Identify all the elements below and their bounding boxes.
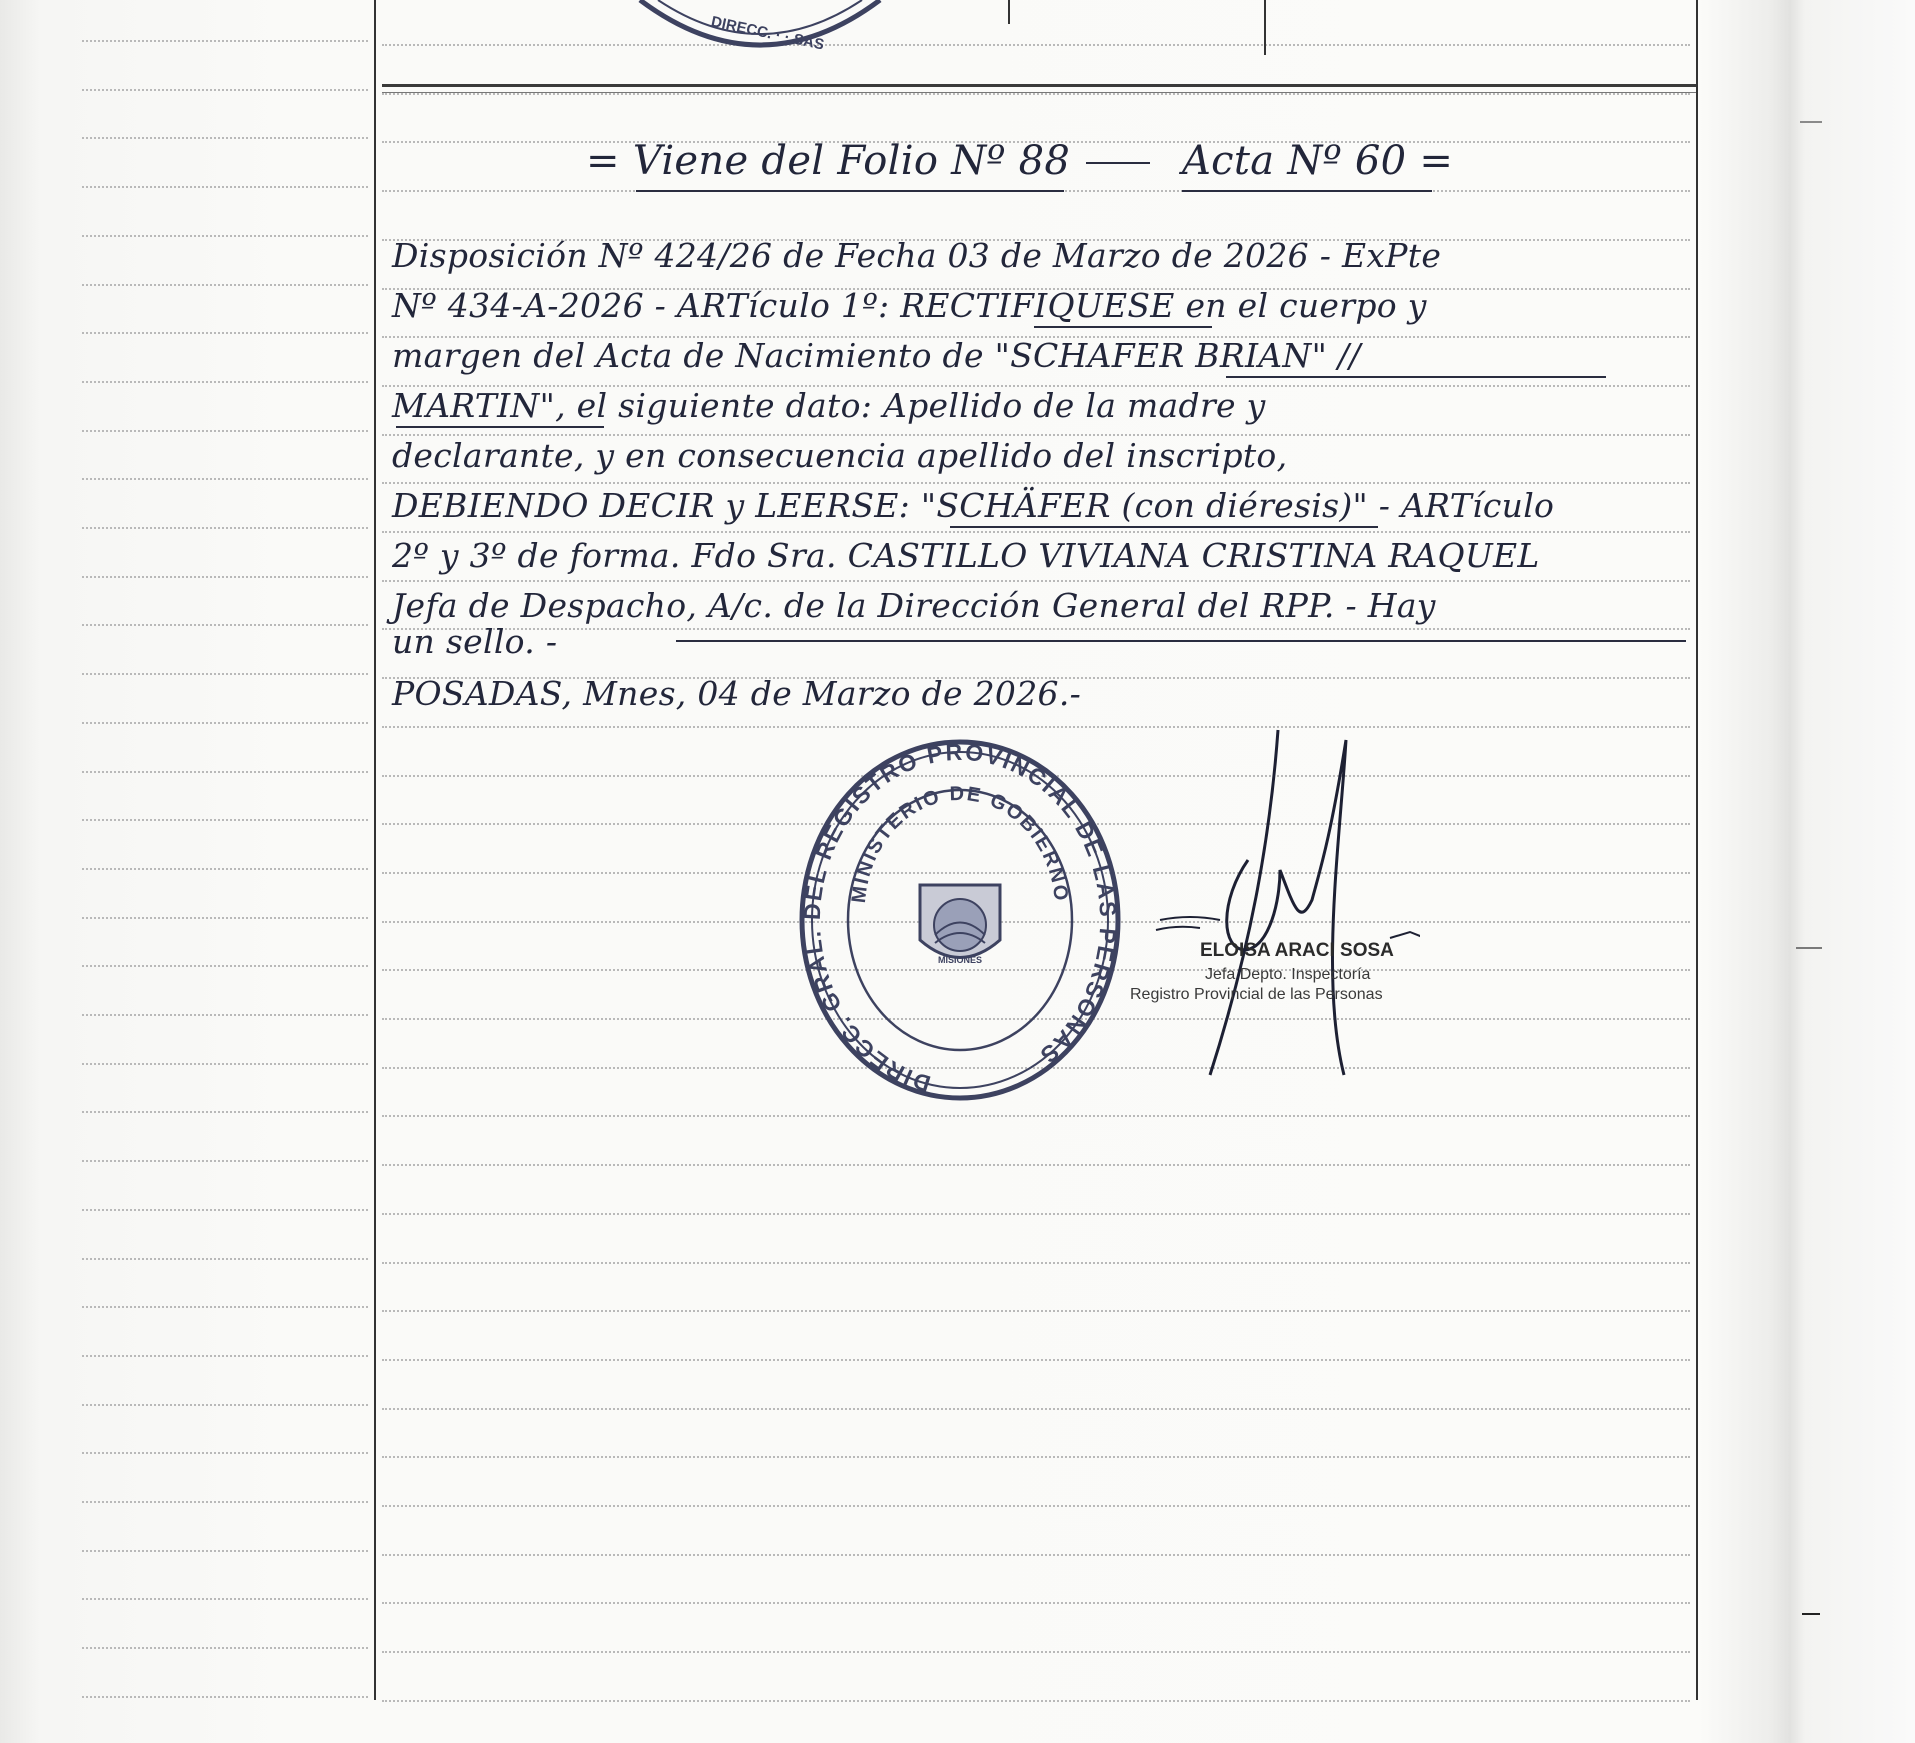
ruled-line-left — [82, 917, 368, 919]
ruled-line-left — [82, 624, 368, 626]
body-line-9: un sello. - — [392, 622, 558, 661]
seal-outer-text: DIRECC. GRAL. DEL REGISTRO PROVINCIAL DE LAS PERSONAS — [798, 738, 1122, 1098]
ruled-line-left — [82, 1063, 368, 1065]
emblem-text: MISIONES — [937, 955, 983, 965]
ruled-line-left — [82, 430, 368, 432]
ruled-line-left — [82, 1696, 368, 1698]
top-stamp-fragment — [630, 0, 890, 60]
body-line-7: 2º y 3º de forma. Fdo Sra. CASTILLO VIVIANA CRISTINA RAQUEL — [392, 536, 1540, 575]
ruled-line-main — [382, 726, 1690, 728]
ruled-line-left — [82, 235, 368, 237]
ruled-line-left — [82, 576, 368, 578]
ruled-line-left — [82, 478, 368, 480]
ruled-line-left — [82, 1355, 368, 1357]
body-line-5: declarante, y en consecuencia apellido del inscripto, — [392, 436, 1288, 475]
ruled-line-left — [82, 284, 368, 286]
ruled-line-left — [82, 771, 368, 773]
signature-name: ELOISA ARACI SOSA — [1200, 940, 1394, 961]
body-line-3: margen del Acta de Nacimiento de "SCHAFER BRIAN" // — [392, 336, 1361, 375]
ruled-line-main — [382, 482, 1690, 484]
header-rule — [382, 84, 1696, 87]
ruled-line-left — [82, 722, 368, 724]
folio-reference: = Viene del Folio Nº 88 — [586, 138, 1071, 184]
ruled-line-main — [382, 44, 1690, 46]
ruled-line-left — [82, 1111, 368, 1113]
top-stamp-divider — [1264, 0, 1266, 55]
body-line-2: Nº 434-A-2026 - ARTículo 1º: RECTIFIQUESE en el cuerpo y — [392, 286, 1427, 325]
ruled-line-main — [382, 628, 1690, 630]
ruled-line-main — [382, 531, 1690, 533]
ruled-line-left — [82, 868, 368, 870]
right-column-border — [1696, 0, 1698, 1700]
body-line-6: DEBIENDO DECIR y LEERSE: "SCHÄFER (con diéresis)" - ARTículo — [392, 486, 1555, 525]
ruled-line-left — [82, 1014, 368, 1016]
ruled-line-left — [82, 381, 368, 383]
margin-mark-1 — [1800, 121, 1822, 123]
ruled-line-main — [382, 1651, 1690, 1653]
ruled-line-left — [82, 1452, 368, 1454]
ruled-line-left — [82, 1501, 368, 1503]
ruled-line-left — [82, 1209, 368, 1211]
body-line-4: MARTIN", el siguiente dato: Apellido de la madre y — [392, 386, 1266, 425]
ruled-line-main — [382, 580, 1690, 582]
ruled-line-left — [82, 186, 368, 188]
ruled-line-left — [82, 1647, 368, 1649]
ruled-line-main — [382, 1602, 1690, 1604]
shield-emblem — [920, 885, 1000, 965]
signature-title: Jefa Depto. Inspectoría — [1205, 966, 1371, 983]
ruled-line-left — [82, 1306, 368, 1308]
ruled-line-left — [82, 819, 368, 821]
acta-underline — [1182, 190, 1432, 192]
ruled-line-main — [382, 1213, 1690, 1215]
ruled-line-main — [382, 1310, 1690, 1312]
date-line: POSADAS, Mnes, 04 de Marzo de 2026.- — [392, 674, 1082, 713]
top-stamp-tick — [1008, 0, 1010, 24]
seal-inner-text: MINISTERIO DE GOBIERNO — [847, 782, 1072, 905]
ruled-line-main — [382, 1700, 1690, 1702]
ruled-line-left — [82, 527, 368, 529]
ruled-line-left — [82, 965, 368, 967]
ruled-line-left — [82, 673, 368, 675]
ruled-line-main — [382, 1115, 1690, 1117]
martin-underline — [396, 426, 604, 428]
margin-mark-3 — [1802, 1613, 1820, 1615]
folio-underline — [636, 190, 1064, 192]
acta-number: Acta Nº 60 = — [1182, 138, 1454, 184]
ruled-line-left — [82, 40, 368, 42]
header-rule-thin — [382, 92, 1696, 93]
ruled-line-main — [382, 1456, 1690, 1458]
ruled-line-left — [82, 1258, 368, 1260]
official-seal — [795, 735, 1125, 1105]
top-stamp-fragment-text: DIRECC. · · SAS — [709, 13, 826, 54]
ruled-line-main — [382, 1554, 1690, 1556]
ruled-line-left — [82, 1598, 368, 1600]
ruled-line-left — [82, 332, 368, 334]
ruled-line-main — [382, 1262, 1690, 1264]
ruled-line-main — [382, 1164, 1690, 1166]
closing-line — [676, 640, 1686, 642]
ruled-line-main — [382, 1505, 1690, 1507]
name-underline — [1226, 376, 1606, 378]
body-line-8: Jefa de Despacho, A/c. de la Dirección General del RPP. - Hay — [392, 586, 1436, 625]
left-column-border — [374, 0, 376, 1700]
header-dash — [1086, 162, 1150, 164]
ruled-line-left — [82, 1404, 368, 1406]
rectifiquese-underline — [1034, 326, 1212, 328]
ruled-line-left — [82, 1160, 368, 1162]
schafer-underline — [950, 526, 1378, 528]
body-line-1: Disposición Nº 424/26 de Fecha 03 de Marzo de 2026 - ExPte — [392, 236, 1442, 275]
handwritten-signature — [1120, 720, 1420, 1090]
ruled-line-left — [82, 1550, 368, 1552]
margin-mark-2 — [1796, 947, 1822, 949]
ruled-line-main — [382, 1359, 1690, 1361]
ruled-line-left — [82, 89, 368, 91]
ruled-line-main — [382, 1408, 1690, 1410]
ruled-line-left — [82, 137, 368, 139]
signature-institution: Registro Provincial de las Personas — [1130, 986, 1383, 1003]
